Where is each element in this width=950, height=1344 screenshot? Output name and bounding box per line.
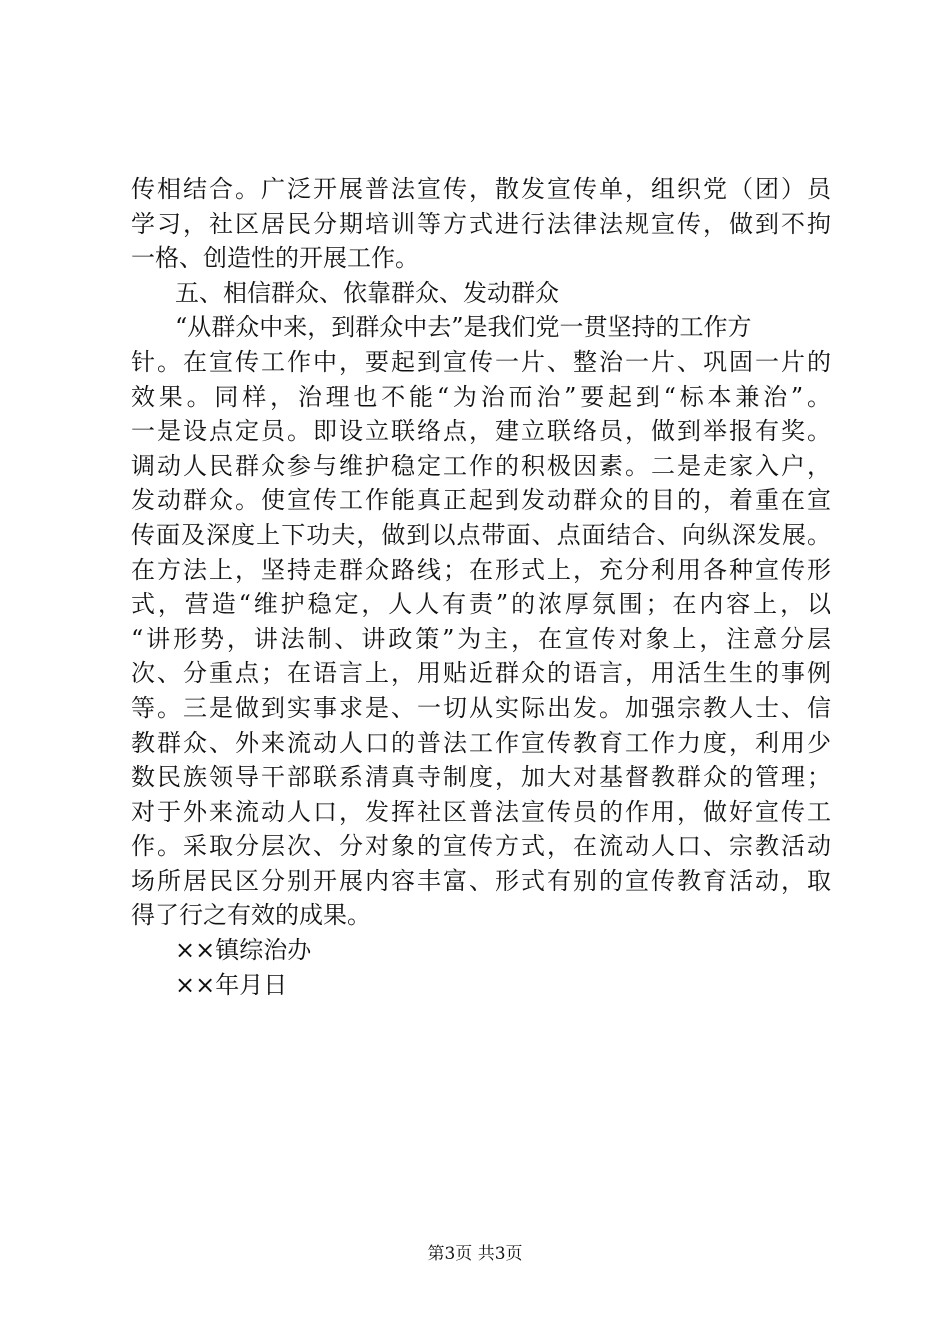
paragraph-line: 一是设点定员。即设立联络点，建立联络员，做到举报有奖。 bbox=[131, 417, 831, 446]
document-body bbox=[131, 172, 831, 1002]
paragraph-line: 作。采取分层次、分对象的宣传方式，在流动人口、宗教活动 bbox=[131, 832, 831, 861]
paragraph-line: 效果。同样，治理也不能“为治而治”要起到“标本兼治”。 bbox=[131, 382, 831, 411]
paragraph-line: 一格、创造性的开展工作。 bbox=[131, 244, 419, 273]
paragraph-line: 针。在宣传工作中，要起到宣传一片、整治一片、巩固一片的 bbox=[131, 347, 831, 376]
paragraph-line: 对于外来流动人口，发挥社区普法宣传员的作用，做好宣传工 bbox=[131, 797, 831, 826]
paragraph-line: 发动群众。使宣传工作能真正起到发动群众的目的，着重在宣 bbox=[131, 486, 831, 515]
paragraph-line: 传相结合。广泛开展普法宣传，散发宣传单，组织党（团）员 bbox=[131, 175, 831, 203]
paragraph-line: “从群众中来，到群众中去”是我们党一贯坚持的工作方 bbox=[175, 313, 752, 342]
paragraph-line: 在方法上，坚持走群众路线；在形式上，充分利用各种宣传形 bbox=[131, 555, 831, 584]
paragraph-line: 式，营造“维护稳定，人人有责”的浓厚氛围；在内容上，以 bbox=[131, 590, 831, 619]
paragraph-line: 调动人民群众参与维护稳定工作的积极因素。二是走家入户， bbox=[131, 451, 831, 480]
paragraph-line: 场所居民区分别开展内容丰富、形式有别的宣传教育活动，取 bbox=[131, 866, 831, 895]
paragraph-line: 等。三是做到实事求是、一切从实际出发。加强宗教人士、信 bbox=[131, 693, 831, 722]
paragraph-line: 教群众、外来流动人口的普法工作宣传教育工作力度，利用少 bbox=[131, 728, 831, 757]
paragraph-line: 次、分重点；在语言上，用贴近群众的语言，用活生生的事例 bbox=[131, 659, 831, 688]
paragraph-line: “讲形势，讲法制、讲政策”为主，在宣传对象上，注意分层 bbox=[131, 624, 831, 653]
signature-organization: ××镇综治办 bbox=[175, 936, 312, 965]
page-number-footer: 第3页 共3页 bbox=[427, 1244, 523, 1264]
section-heading: 五、相信群众、依靠群众、发动群众 bbox=[175, 278, 559, 307]
paragraph-line: 数民族领导干部联系清真寺制度，加大对基督教群众的管理； bbox=[131, 763, 831, 792]
paragraph-line: 传面及深度上下功夫，做到以点带面、点面结合、向纵深发展。 bbox=[131, 520, 831, 549]
signature-date: ××年月日 bbox=[175, 970, 288, 999]
paragraph-line: 学习，社区居民分期培训等方式进行法律法规宣传，做到不拘 bbox=[131, 209, 831, 238]
paragraph-line: 得了行之有效的成果。 bbox=[131, 901, 371, 930]
